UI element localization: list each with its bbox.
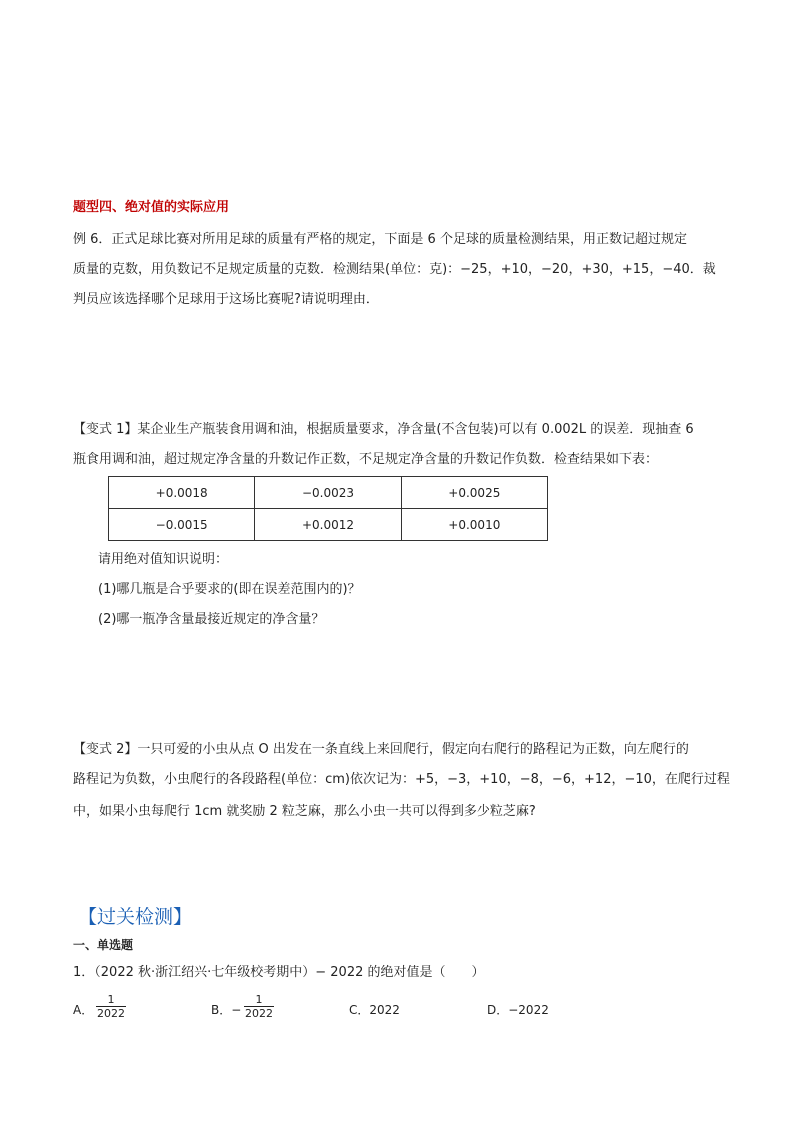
example6-line1: 例 6．正式足球比赛对所用足球的质量有严格的规定，下面是 6 个足球的质量检测结果，用正数记超过规定 [73, 232, 687, 247]
variant1-question2: (2)哪一瓶净含量最接近规定的净含量？ [98, 612, 325, 627]
option-a-fraction [96, 993, 126, 1021]
variant1-prompt: 请用绝对值知识说明： [98, 552, 229, 567]
section-heading: 题型四、绝对值的实际应用 [73, 200, 230, 215]
table-cell: −0.0023 [255, 477, 401, 509]
example6-line2: 质量的克数，用负数记不足规定质量的克数．检测结果(单位：克)：−25，+10，−20，+30，+15，−40．裁 [73, 262, 716, 277]
option-a-denominator: 2022 [97, 1007, 125, 1020]
option-b-label: B．− [211, 1003, 242, 1017]
option-a-label: A． [73, 1003, 94, 1017]
single-choice-heading: 一、单选题 [73, 938, 134, 952]
option-b-numerator: 1 [255, 993, 263, 1006]
test-heading: 【过关检测】 [78, 906, 193, 928]
option-c: C．2022 [349, 1003, 400, 1017]
table-cell: −0.0015 [109, 509, 255, 541]
variant1-line2: 瓶食用调和油，超过规定净含量的升数记作正数，不足规定净含量的升数记作负数．检查结果如下表： [73, 452, 659, 467]
question1-stem: 1．（2022 秋·浙江绍兴·七年级校考期中）− 2022 的绝对值是（ ） [73, 965, 485, 980]
variant2-line1: 【变式 2】一只可爱的小虫从点 O 出发在一条直线上来回爬行，假定向右爬行的路程记为正数，向左爬行的 [73, 742, 689, 757]
example6-line3: 判员应该选择哪个足球用于这场比赛呢?请说明理由． [73, 292, 379, 307]
variant2-line2: 路程记为负数，小虫爬行的各段路程(单位：cm)依次记为：+5，−3，+10，−8，−6，+12，−10，在爬行过程 [73, 772, 730, 787]
option-a-numerator: 1 [107, 993, 115, 1006]
table-cell: +0.0018 [109, 477, 255, 509]
option-b-fraction [244, 993, 274, 1021]
variant1-line1: 【变式 1】某企业生产瓶装食用调和油，根据质量要求，净含量(不含包装)可以有 0.002L 的误差．现抽查 6 [73, 422, 694, 437]
table-cell: +0.0025 [401, 477, 547, 509]
variant1-question1: (1)哪几瓶是合乎要求的(即在误差范围内的)？ [98, 582, 361, 597]
table-row [109, 477, 548, 509]
option-b-denominator: 2022 [245, 1007, 273, 1020]
table-cell: +0.0010 [401, 509, 547, 541]
table-row [109, 509, 548, 541]
table-cell: +0.0012 [255, 509, 401, 541]
variant2-line3: 中，如果小虫每爬行 1cm 就奖励 2 粒芝麻，那么小虫一共可以得到多少粒芝麻? [73, 804, 536, 819]
option-d: D．−2022 [487, 1003, 549, 1017]
measurement-table [108, 476, 548, 541]
